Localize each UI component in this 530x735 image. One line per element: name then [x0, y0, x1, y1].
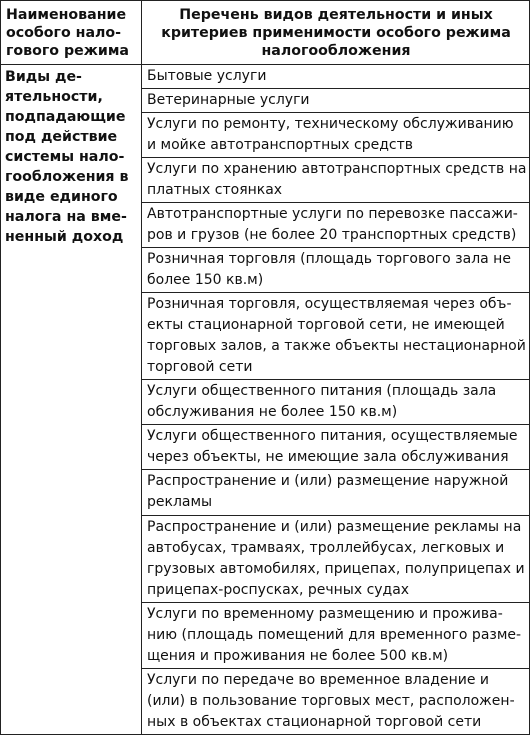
activity-line: ров и грузов (не более 20 транспортных средств) [147, 227, 517, 243]
activity-line: (или) в пользование торговых мест, расположен- [147, 693, 515, 709]
regime-line: системы нало- [5, 149, 125, 165]
activity-cell [142, 203, 530, 248]
activity-line: обслуживания не более 150 кв.м) [147, 404, 398, 420]
activity-line: щения и проживания не более 500 кв.м) [147, 648, 449, 664]
activity-line: грузовых автомобилях, прицепах, полуприцепах и [147, 561, 525, 577]
activity-line: Услуги общественного питания (площадь зала [147, 383, 497, 399]
regime-line: ненный доход [5, 229, 124, 245]
header-line: особого нало- [6, 24, 122, 41]
activity-cell [142, 293, 530, 380]
activity-line: Услуги по временному размещению и прожива- [147, 606, 503, 622]
activity-line: Услуги по передаче во временное владение и [147, 672, 490, 688]
activity-line: прицепах-роспусках, речных судах [147, 582, 410, 598]
header-activity-list [142, 1, 530, 65]
activity-line: нию (площадь помещений для временного разме- [147, 627, 522, 643]
activity-cell [142, 248, 530, 293]
header-line: Наименование [6, 6, 127, 23]
activity-line: Автотранспортные услуги по перевозке пассажи- [147, 206, 518, 222]
activity-line: Распространение и (или) размещение наружной [147, 473, 509, 489]
activity-line: платных стоянках [147, 182, 283, 198]
activity-line: Распространение и (или) размещение рекламы на [147, 519, 522, 535]
header-line: налогообложения [261, 42, 411, 59]
activity-cell [142, 669, 530, 735]
regime-line: подпадающие [5, 109, 126, 125]
activity-line: Услуги по хранению автотранспортных средств на [147, 161, 527, 177]
activity-line: Ветеринарные услуги [147, 92, 310, 108]
activity-line: более 150 кв.м) [147, 272, 264, 288]
activity-cell [142, 65, 530, 89]
activity-cell [142, 516, 530, 603]
activity-cell [142, 470, 530, 516]
table-row [1, 65, 530, 89]
activity-line: через объекты, не имеющие зала обслуживания [147, 449, 509, 465]
activity-line: рекламы [147, 494, 213, 510]
header-line: гового режима [6, 42, 129, 59]
activity-line: Розничная торговля, осуществляемая через объ- [147, 296, 512, 312]
activity-cell [142, 158, 530, 203]
header-line: Перечень видов деятельности и иных [179, 6, 493, 23]
activity-line: екты стационарной торговой сети, не имеющей [147, 317, 505, 333]
activity-line: торговых залов, а также объекты нестационарной [147, 338, 526, 354]
header-line: критериев применимости особого режима [161, 24, 511, 41]
activity-line: Розничная торговля (площадь торгового зала не [147, 251, 511, 267]
regime-line: ятельности, [5, 89, 103, 105]
activity-line: Бытовые услуги [147, 68, 267, 84]
activity-cell [142, 603, 530, 669]
regime-line: налога на вме- [5, 209, 127, 225]
activity-cell [142, 425, 530, 470]
activity-cell [142, 113, 530, 158]
regime-line: гообложения в [5, 169, 129, 185]
activity-line: Услуги по ремонту, техническому обслуживанию [147, 116, 514, 132]
activity-line: ных в объектах стационарной торговой сети [147, 714, 482, 730]
header-regime-name [1, 1, 142, 65]
activity-cell [142, 380, 530, 425]
activity-cell [142, 89, 530, 113]
regime-line: виде единого [5, 189, 118, 205]
regime-line: Виды де- [5, 69, 82, 85]
regime-name-cell [1, 65, 142, 735]
activity-line: торговой сети [147, 359, 253, 375]
header-row [1, 1, 530, 65]
activity-line: и мойке автотранспортных средств [147, 137, 413, 153]
regime-line: под действие [5, 129, 118, 145]
activity-line: автобусах, трамваях, троллейбусах, легковых и [147, 540, 505, 556]
activity-line: Услуги общественного питания, осуществляемые [147, 428, 518, 444]
